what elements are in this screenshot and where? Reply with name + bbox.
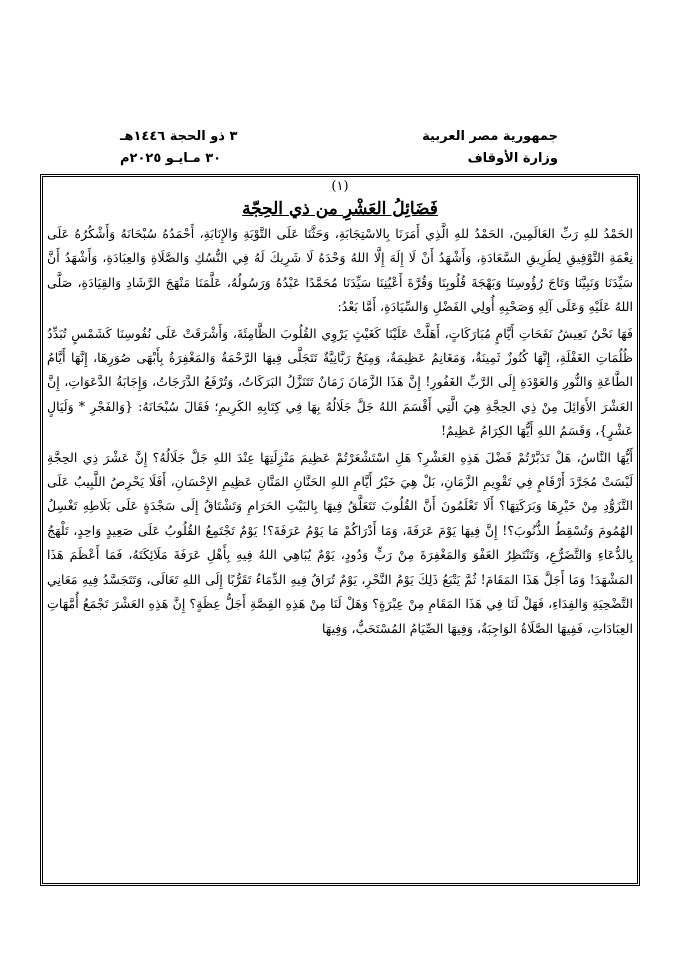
ministry-name: وزارة الأوقاف bbox=[467, 151, 558, 166]
paragraph-1: الحَمْدُ للهِ رَبِّ العَالَمِينَ، الحَمْدُ للهِ الَّذِي أَمَرَنَا بِالاسْتِجَابَةِ، وَحَثَّنَا عَلَى التَّوْبَةِ وَالإِنَابَةِ، أَحْمَدُهُ سُبْحَانَهُ وَأَشْكُرُهُ عَلَى نِعْمَةِ التَّوْفِيقِ لِطَرِيقِ السَّعَادَةِ، وَأَشْهَدُ أَنْ لَا إِلَهَ إِلَّا اللهُ وَحْدَهُ لَا شَرِيكَ لَهُ فِي النُّسُكِ وَالصَّلَاةِ وَالعِبَادَةِ، وَأَشْهَدُ أَنَّ سَيِّدَنَا وَنَبِيَّنَا وَتَاجَ رُؤُوسِنَا وَبَهْجَةَ قُلُوبِنَا وَقُرَّةَ أَعْيُنِنَا سَيِّدَنَا مُحَمَّدًا عَبْدُهُ وَرَسُولُهُ، عَلَّمَنَا مَنْهَجَ الرَّشَادِ وَالقِيَادَةِ، صَلَّى اللهُ عَلَيْهِ وَعَلَى آلِهِ وَصَحْبِهِ أُولِي الفَضْلِ وَالسِّيَادَةِ، أَمَّا بَعْدُ: bbox=[47, 226, 633, 315]
header-line-2 bbox=[120, 148, 558, 170]
paragraph-3: أَيُّهَا النَّاسُ، هَلْ تَدَبَّرْتُمْ فَضْلَ هَذِهِ العَشْرِ؟ هَلِ اسْتَشْعَرْتُمْ عَظِيمَ مَنْزِلَتِهَا عِنْدَ اللهِ جَلَّ جَلَالُهُ؟ إِنَّ عَشْرَ ذِي الحِجَّةِ لَيْسَتْ مُجَرَّدَ أَرْقَامٍ فِي تَقْوِيمِ الزَّمَانِ، بَلْ هِيَ خَيْرُ أَيَّامِ اللهِ الحَنَّانِ المَنَّانِ عَظِيمِ الإِحْسَانِ، أَفَلَا يَحْرِصُ اللَّبِيبُ عَلَى التَّزَوُّدِ مِنْ خَيْرِهَا وَبَرَكَتِهَا؟ أَلَا تَعْلَمُونَ أَنَّ القُلُوبَ تَتَعَلَّقُ فِيهَا بِالبَيْتِ الحَرَامِ وَتَشْتَاقُ إِلَى سَجْدَةٍ عَلَى بَلَاطِهِ تَغْسِلُ الهُمُومَ وَتُسْقِطُ الذُّنُوبَ؟! إِنَّ فِيهَا يَوْمَ عَرَفَةَ، وَمَا أَدْرَاكُمْ مَا يَوْمُ عَرَفَةَ؟! يَوْمٌ تَجْتَمِعُ القُلُوبُ عَلَى صَعِيدٍ وَاحِدٍ، تَلْهَجُ بِالدُّعَاءِ وَالتَّضَرُّعِ، وَتَنْتَظِرُ العَفْوَ وَالمَغْفِرَةَ مِنْ رَبٍّ وَدُودٍ، يَوْمٌ يُبَاهِي اللهُ فِيهِ بِأَهْلِ عَرَفَةَ مَلَائِكَتَهُ، فَمَا أَعْظَمَ هَذَا المَشْهَدَ! وَمَا أَجَلَّ هَذَا المَقَامَ! ثُمَّ يَتْبَعُ ذَلِكَ يَوْمُ النَّحْرِ، يَوْمٌ تُرَاقُ فِيهِ الدِّمَاءُ تَقَرُّبًا إِلَى اللهِ تَعَالَى، وَتَتَجَسَّدُ فِيهِ مَعَانِي التَّضْحِيَةِ وَالفِدَاءِ، فَهَلْ لَنَا فِي هَذَا المَقَامِ مِنْ عِبْرَةٍ؟ وَهَلْ لَنَا مِنْ هَذِهِ القِصَّةِ أَجَلُّ عِظَةٍ؟ إِنَّ هَذِهِ العَشْرَ تَجْمَعُ أُمَّهَاتِ العِبَادَاتِ، فَفِيهَا الصَّلَاةُ الوَاجِبَةُ، وَفِيهَا الصِّيَامُ المُسْتَحَبُّ، وَفِيهَا bbox=[47, 449, 633, 636]
header-line-1 bbox=[120, 126, 558, 148]
document-header bbox=[120, 126, 558, 170]
gregorian-date: ٣٠ مـايـو ٢٠٢٥م bbox=[120, 151, 222, 166]
hijri-date: ٣ ذو الحجة ١٤٤٦هـ bbox=[120, 129, 238, 144]
sermon-body bbox=[47, 178, 633, 641]
page-number: (١) bbox=[331, 179, 349, 194]
paragraph-2: فَهَا نَحْنُ نَعِيشُ نَفَحَاتِ أَيَّامٍ مُبَارَكَاتٍ، أَهَلَّتْ عَلَيْنَا كَغَيْثٍ يَرْوِي القُلُوبَ الظَّامِئَةَ، وَأَشْرَقَتْ عَلَى نُفُوسِنَا كَشَمْسٍ تُبَدِّدُ ظُلُمَاتِ الغَفْلَةِ، إِنَّهَا كُنُوزٌ ثَمِينَةٌ، وَمَغَانِمُ عَظِيمَةٌ، وَمِنَحٌ رَبَّانِيَّةٌ تَتَجَلَّى فِيهَا الرَّحْمَةُ وَالمَغْفِرَةُ بِأَبْهَى صُوَرِهَا، إِنَّهَا أَيَّامُ الطَّاعَةِ وَالنُّورِ وَالعَوْدَةِ إِلَى الرَّبِّ الغَفُورِ! إِنَّ هَذَا الزَّمَانَ زَمَانٌ تَتَنَزَّلُ البَرَكَاتُ، وَتُرْفَعُ الدَّرَجَاتُ، وَإِجَابَةُ الدَّعَوَاتِ، إِنَّ العَشْرَ الأَوَائِلَ مِنْ ذِي الحِجَّةِ هِيَ الَّتِي أَقْسَمَ اللهُ جَلَّ جَلَالُهُ بِهَا فِي كِتَابِهِ الكَرِيمِ؛ فَقَالَ سُبْحَانَهُ: {وَالفَجْرِ * وَلَيَالٍ عَشْرٍ}، وَقَسَمُ اللهِ أَيُّهَا الكِرَامُ عَظِيمٌ! bbox=[47, 325, 633, 439]
country-name: جمهورية مصر العربية bbox=[422, 129, 558, 144]
sermon-title: فَضَائِلُ العَشْرِ من ذي الحِجّة bbox=[242, 199, 438, 219]
